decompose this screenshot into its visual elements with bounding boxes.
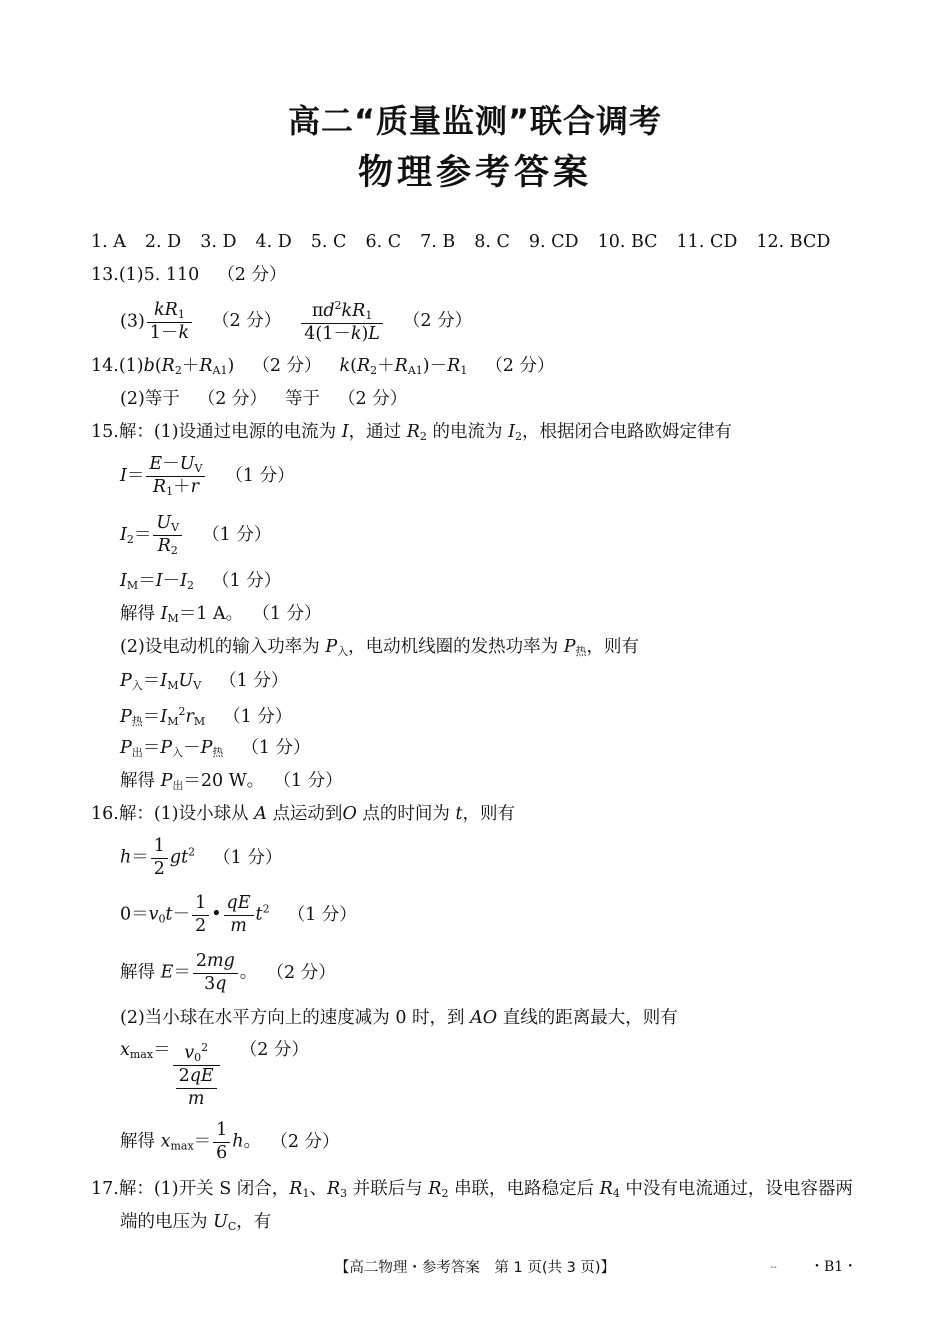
formula-fraction: $\frac{1}{2}$ <box>192 895 209 935</box>
q15-eq6: $P_出=P_入-P_热$ （1 分） <box>120 738 311 759</box>
formula-fraction: $\frac{U_V}{R_2}$ <box>153 515 182 556</box>
q16-intro: 16.解：(1)设小球从 A 点运动到O 点的时间为 t，则有 <box>91 804 515 824</box>
formula-fraction: $v_0^2$ $\frac{2qE}{m}$ <box>173 1042 220 1108</box>
q16-eq3: $x_{max}=$ $v_0^2$ $\frac{2qE}{m}$ （2 分） <box>120 1040 309 1109</box>
mc-answer: 7. B <box>420 232 456 252</box>
mc-answer-row <box>91 234 849 252</box>
q16-part2-intro: (2)当小球在水平方向上的速度减为 0 时，到 AO 直线的距离最大，则有 <box>120 1008 678 1028</box>
document-subtitle: 物理参考答案 <box>357 153 592 193</box>
q13-part1: 13.(1)5. 110 （2 分） <box>91 265 287 285</box>
mc-answer: 11. CD <box>676 232 738 252</box>
formula-fraction: $\frac{kR_1}{1-k}$ <box>147 302 192 343</box>
paper-code: ・B1・ <box>810 1259 858 1275</box>
q15-eq2: $I_2=$ $\frac{U_V}{R_2}$ （1 分） <box>120 513 272 557</box>
mc-answer: 3. D <box>200 232 237 252</box>
q16-result2: 解得 $x_{max}=$ $\frac{1}{6}$ h。 （2 分） <box>120 1120 340 1163</box>
q16-eq1: h＝ $\frac{1}{2}$ $gt^2$ （1 分） <box>120 836 283 879</box>
mc-answer: 10. BC <box>597 232 658 252</box>
q15-part2-intro: (2)设电动机的输入功率为 $P_入$，电动机线圈的发热功率为 $P_热$，则有 <box>120 637 640 658</box>
q16-result1: 解得 E＝ $\frac{2mg}{3q}$ 。 （2 分） <box>120 951 336 994</box>
q17-intro: 17.解：(1)开关 S 闭合，$R_1$、$R_3$ 并联后与 $R_2$ 串联，电路稳定后 $R_4$ 中没有电流通过，设电容器两 <box>91 1179 853 1200</box>
mc-answer: 12. BCD <box>756 232 831 252</box>
q14-part1: $14.(1)b(R_2+R_{A1})$ （2 分） $k(R_2+R_{A1})-R_1$ （2 分） <box>91 356 555 377</box>
document-title: 高二“质量监测”联合调考 <box>287 102 663 140</box>
q16-eq2: $0=v_0t-$ $\frac{1}{2}$ • $\frac{qE}{m}$ $t^2$ （1 分） <box>120 893 357 936</box>
formula-fraction: $\frac{2qE}{m}$ <box>176 1068 217 1108</box>
formula-fraction: $\frac{1}{2}$ <box>151 838 168 878</box>
q15-eq1: I＝ $\frac{E-U_V}{R_1+r}$ （1 分） <box>120 454 295 498</box>
formula-fraction: $\frac{\pi d^2kR_1}{4(1-k)L}$ <box>301 300 383 344</box>
q14-part2: (2)等于 （2 分） 等于 （2 分） <box>120 389 408 409</box>
formula-fraction: $\frac{qE}{m}$ <box>224 895 254 935</box>
mc-answer: 9. CD <box>528 232 579 252</box>
mc-answer: 2. D <box>144 232 182 252</box>
q13-part3: (3) $\frac{kR_1}{1-k}$ （2 分） $\frac{\pi d^2kR_1}{4(1-k)L}$ （2 分） <box>120 299 473 344</box>
page-footer: 【高二物理・参考答案 第 1 页(共 3 页)】 <box>334 1260 616 1276</box>
q15-result1: 解得 $I_M=1$ A。 （1 分） <box>120 604 322 625</box>
footer-mark: -- <box>770 1262 777 1273</box>
mc-answer: 1. A <box>91 232 126 252</box>
mc-answer: 5. C <box>310 232 347 252</box>
mc-answer: 8. C <box>474 232 510 252</box>
q15-eq3: $I_M=I-I_2$ （1 分） <box>120 571 282 592</box>
formula-fraction: $\frac{E-U_V}{R_1+r}$ <box>146 456 205 497</box>
q17-line2: 端的电压为 $U_C$，有 <box>120 1212 272 1233</box>
q15-eq5: $P_热=I_M^2r_M$ （1 分） <box>120 705 293 728</box>
formula-fraction: $\frac{1}{6}$ <box>213 1122 230 1162</box>
q15-eq4: $P_入=I_MU_V$ （1 分） <box>120 671 289 692</box>
q15-result2: 解得 $P_出=20$ W。 （1 分） <box>120 771 343 792</box>
mc-answer: 4. D <box>255 232 292 252</box>
formula-fraction: $\frac{2mg}{3q}$ <box>193 953 238 993</box>
q15-intro: 15.解：(1)设通过电源的电流为 I，通过 $R_2$ 的电流为 $I_2$，根据闭合电路欧姆定律有 <box>91 422 732 443</box>
mc-answer: 6. C <box>365 232 402 252</box>
